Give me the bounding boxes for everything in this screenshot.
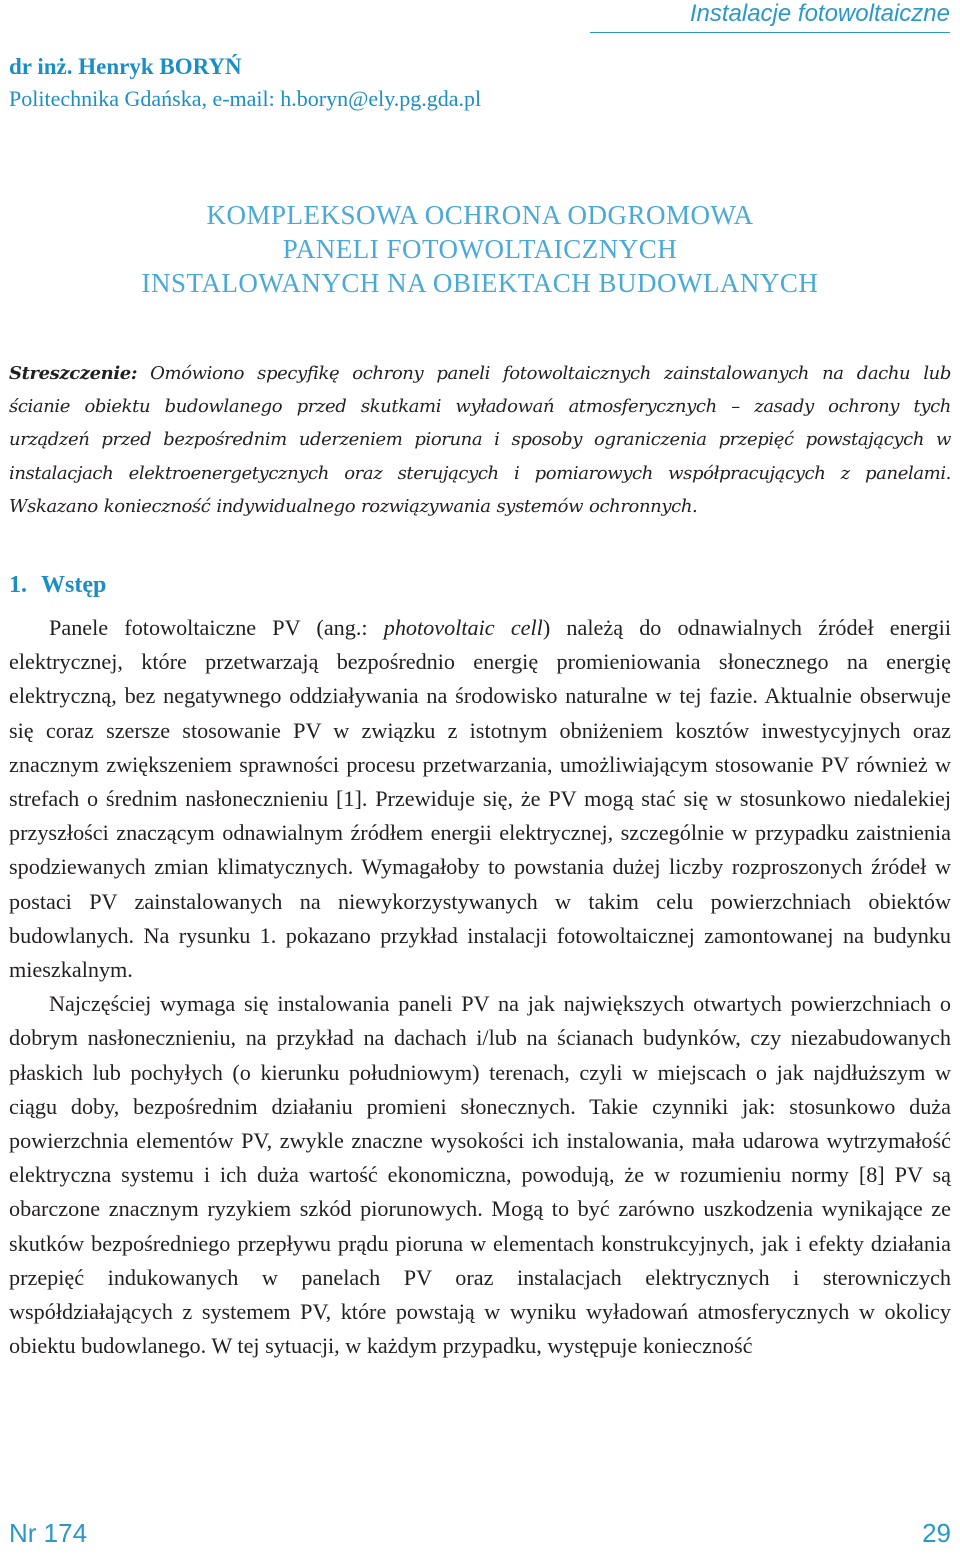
author-affiliation: Politechnika Gdańska, e-mail: h.boryn@ely.pg.gda.pl — [9, 86, 482, 111]
title-line-2: PANELI FOTOWOLTAICZNYCH — [282, 234, 678, 264]
body-paragraph-2: Najczęściej wymaga się instalowania paneli PV na jak największych otwartych powierzchniach o dobrym nasłonecznieniu, na przykład na dachach i/lub na ścianach budynków, czy niezabudowanych płaskich lub pochyłych (o kierunku południowym) terenach, czyli w miejscach o jak najdłuższym w ciągu doby, bezpośrednim działaniu promieni słonecznych. Takie czynniki jak: stosunkowo duża powierzchnia elementów PV, zwykle znaczne wysokości ich instalowania, mała udarowa wytrzymałość elektryczna systemu i ich duża wartość ekonomiczna, powodują, że w rozumieniu normy [8] PV są obarczone znacznym ryzykiem szkód piorunowych. Mogą to być zarówno uszkodzenia wynikające ze skutków bezpośredniego przepływu prądu pioruna w elementach konstrukcyjnych, jak i efekty działania przepięć indukowanych w panelach PV oraz instalacjach elektrycznych i sterowniczych współdziałających z systemem PV, które powstają w wyniku wyładowań atmosferycznych w okolicy obiektu budowlanego. W tej sytuacji, w każdym przypadku, występuje konieczność — [9, 991, 951, 1359]
article-body — [9, 611, 951, 1363]
issue-number: Nr 174 — [9, 1518, 88, 1548]
abstract — [9, 357, 951, 523]
article-title — [60, 198, 900, 300]
abstract-label: Streszczenie: — [9, 363, 138, 384]
paragraph-1-term: photovoltaic cell — [383, 615, 543, 640]
section-number: 1. — [9, 572, 27, 598]
title-line-3: INSTALOWANYCH NA OBIEKTACH BUDOWLANYCH — [141, 268, 819, 298]
author-name: dr inż. Henryk BORYŃ — [9, 54, 242, 79]
body-paragraph-1 — [9, 611, 951, 987]
section-heading — [9, 569, 106, 601]
paragraph-1-rest: ) należą do odnawialnych źródeł energii elektrycznej, które przetwarzają bezpośrednio energię promieniowania słonecznego na energię elektryczną, bez negatywnego oddziaływania na środowisko naturalne w tej fazie. Aktualnie obserwuje się coraz szersze stosowanie PV w związku z istotnym obniżeniem kosztów inwestycyjnych oraz znacznym zwiększeniem sprawności procesu przetwarzania, umożliwiającym stosowanie PV również w strefach o średnim nasłonecznieniu [1]. Przewiduje się, że PV mogą stać się w stosunkowo niedalekiej przyszłości znaczącym odnawialnym źródłem energii elektrycznej, szczególnie w przypadku zaistnienia spodziewanych zmian klimatycznych. Wymagałoby to powstania dużej liczby rozproszonych źródeł w postaci PV zainstalowanych na niewykorzystywanych w takim celu powierzchniach obiektów budowlanych. Na rysunku 1. pokazano przykład instalacji fotowoltaicznej zamontowanej na budynku mieszkalnym. — [9, 615, 951, 983]
section-title: Wstęp — [41, 572, 107, 598]
paragraph-1-start: Panele fotowoltaiczne PV (ang.: — [49, 615, 384, 640]
page-number: 29 — [922, 1518, 951, 1548]
title-line-1: KOMPLEKSOWA OCHRONA ODGROMOWA — [206, 200, 754, 230]
running-head: Instalacje fotowoltaiczne — [590, 0, 950, 33]
abstract-text: Omówiono specyfikę ochrony paneli fotowoltaicznych zainstalowanych na dachu lub ścianie obiektu budowlanego przed skutkami wyładowań atmosferycznych – zasady ochrony tych urządzeń przed bezpośrednim uderzeniem pioruna i sposoby ograniczenia przepięć powstających w instalacjach elektroenergetycznych oraz sterujących i pomiarowych współpracujących z panelami. Wskazano konieczność indywidualnego rozwiązywania systemów ochronnych. — [9, 363, 951, 517]
